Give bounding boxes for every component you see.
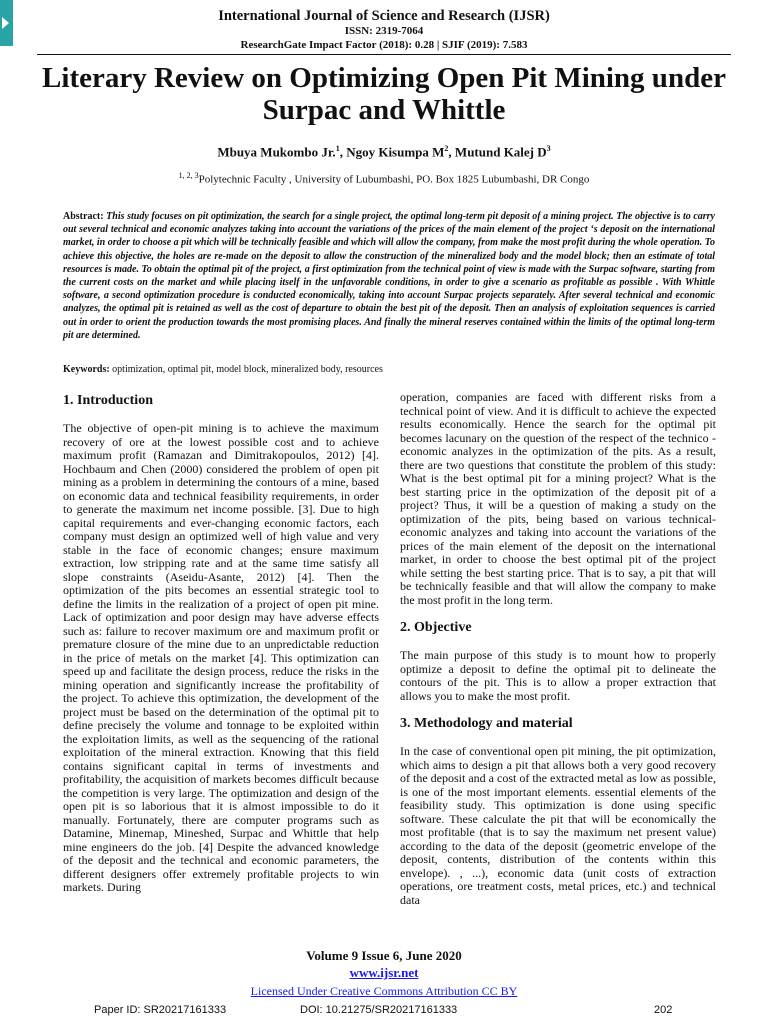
abstract-text: This study focuses on pit optimization, the search for a single project, the optimal long-term pit deposit of a mining project. The objective is to carry out several technical and economic analyzes taking into account the variations of the prices of the main element of the project ‘s deposit on the international market, in order to choose a pit which will be technically feasible and which will allow the company, from make the most profit during the whole operation. To achieve this objective, the holes are re-made on the deposit to allow the construction of the mineralized body and the model block; then an estimate of total resources is made. To obtain the optimal pit of the project, a first optimization from the technical point of view is made with the Surpac software, starting from the current costs on the market and while placing itself in the unfavorable conditions, in order to give a scenario as profitable as possible . With Whittle software, a second optimization procedure is conducted economically, taking into account Surpac projects separately. After several technical and economic analyzes, the optimal pit is retained as well as the cost of departure to obtain the best pit of the deposit. Then an analysis of exploitation sequences is carried out in order to orient the production towards the most promising places. And finally the mineral reserves contained within the limits of the optimal long-term pit are determined. <box>63 211 715 341</box>
paper-id: Paper ID: SR20217161333 <box>94 1004 227 1016</box>
author-separator: , <box>448 144 455 160</box>
author-list <box>0 144 768 160</box>
journal-website-link[interactable]: www.ijsr.net <box>349 965 419 980</box>
abstract <box>63 210 715 342</box>
introduction-paragraph: The objective of open-pit mining is to achieve the maximum recovery of ore at the lowest possible cost and to achieve maximum profit (Ramazan and Dimitrakopoulos, 2012) [4]. Hochbaum and Chen (2000) considered the problem of open pit mining as a problem in determining the contours of a mine, based on economic data and technical feasibility requirements, in order to generate the maximum net income possible. [3]. Due to high capital requirements and ever-changing economic factors, each company must design an optimized well of high value and very stable in the face of economic changes; ensure maximum extraction, low stripping rate and at the same time satisfy all slope constraints (Aseidu-Asante, 2012) [4]. Then the optimization of the pits becomes an essential strategic tool to define the limits in the realization of a project of open pit mine. Lack of optimization and poor design may have adverse effects such as: failure to recover maximum ore and maximum profit or premature closure of the mine due to an unpredictable reduction in the price of metals on the market [4]. This optimization can speed up and facilitate the design process, reduce the risks in the mining operation and significantly increase the profitability of the project. To achieve this optimization, the development of the project must be based on the determination of the optimal pit to define precisely the volume and tonnage to be exploited within the exploitation limits, as well as the sequencing of the rational exploitation of the mineral extraction. Knowing that this field contains significant capital in terms of investments and profitability, the acquisition of markets becomes difficult because the competition is very large. The optimization and design of the open pit is so laborious that it is almost impossible to do it manually. Fortunately, there are computer programs such as Datamine, Minemap, Mineshed, Surpac and Whittle that help mine engineers do the job. [4] Despite the advanced knowledge of the deposit and the technical and economic parameters, the different designers offer extremely profitable projects to win markets. During <box>63 421 379 894</box>
methodology-paragraph: In the case of conventional open pit mining, the pit optimization, which aims to design a pit that allows both a very good recovery of the deposit and a cost of the extracted metal as low as possible, is one of the most important elements. essential elements of the feasibility study. This optimization is done using specific software. These calculate the pit that will be economically the most profitable (that is to say the maximum net present value) according to the data of the deposit (geometric envelope of the deposit, contents, distribution of the contents within this envelope). , ...), economic data (unit costs of extraction operations, ore treatment costs, metal prices, etc.) and technical data <box>400 744 716 907</box>
license-link[interactable]: Licensed Under Creative Commons Attribution CC BY <box>250 984 518 998</box>
page-number: 202 <box>654 1004 673 1016</box>
author-name: Mbuya Mukombo Jr. <box>217 144 336 160</box>
author-sup: 2 <box>444 144 449 153</box>
paper-title: Literary Review on Optimizing Open Pit Mining under Surpac and Whittle <box>42 62 726 126</box>
journal-header <box>0 8 768 52</box>
author-sup: 3 <box>546 144 551 153</box>
section-heading-objective: 2. Objective <box>400 620 472 635</box>
abstract-label: Abstract: <box>63 211 104 222</box>
right-column <box>400 391 716 919</box>
keywords-text: optimization, optimal pit, model block, mineralized body, resources <box>112 364 383 375</box>
journal-name: International Journal of Science and Research (IJSR) <box>218 8 550 24</box>
doi: DOI: 10.21275/SR20217161333 <box>300 1004 458 1016</box>
impact-factor: ResearchGate Impact Factor (2018): 0.28 | SJIF (2019): 7.583 <box>240 39 528 51</box>
author-separator: , <box>339 144 347 160</box>
left-column <box>63 392 379 907</box>
author-sup: 1 <box>335 144 340 153</box>
header-divider <box>37 54 731 55</box>
affiliation-text: Polytechnic Faculty , University of Lubumbashi, PO. Box 1825 Lubumbashi, DR Congo <box>198 173 590 186</box>
volume-info: Volume 9 Issue 6, June 2020 <box>306 948 462 963</box>
keywords-label: Keywords: <box>63 364 110 375</box>
section-heading-introduction: 1. Introduction <box>63 393 153 408</box>
section-heading-methodology: 3. Methodology and material <box>400 716 573 731</box>
page-footer <box>0 948 768 1000</box>
introduction-paragraph-continued: operation, companies are faced with different risks from a technical point of view. And it is difficult to achieve the expected results economically. Hence the search for the optimal pit becomes lacunary on the question of the respect of the technico - economic analyzes in the optimization of the pits. As a result, there are two questions that constitute the problem of this study: What is the best optimal pit for a mining project? What is the best starting price in the optimization of the deposit pit of a project? Thus, it will be a question of making a study on the optimization of the pits, being based on various technical-economic analyzes and taking into account the variations of the prices of the main element of the deposit on the international market, in order to choose the best optimal pit of the project while setting the best starting price. That is to say, a pit that will be technically feasible and that will allow the company to make the most profit in the long term. <box>400 390 716 607</box>
affiliation-sup: 1, 2, 3 <box>178 171 199 180</box>
author-name: Mutund Kalej D <box>454 144 547 160</box>
author-name: Ngoy Kisumpa M <box>346 144 445 160</box>
affiliation <box>0 171 768 186</box>
keywords <box>63 364 715 375</box>
objective-paragraph: The main purpose of this study is to mount how to properly optimize a deposit to define the optimal pit to delineate the contours of the pit. This is to allow a proper extraction that allows you to make the most profit. <box>400 648 716 703</box>
issn: ISSN: 2319-7064 <box>344 25 424 37</box>
